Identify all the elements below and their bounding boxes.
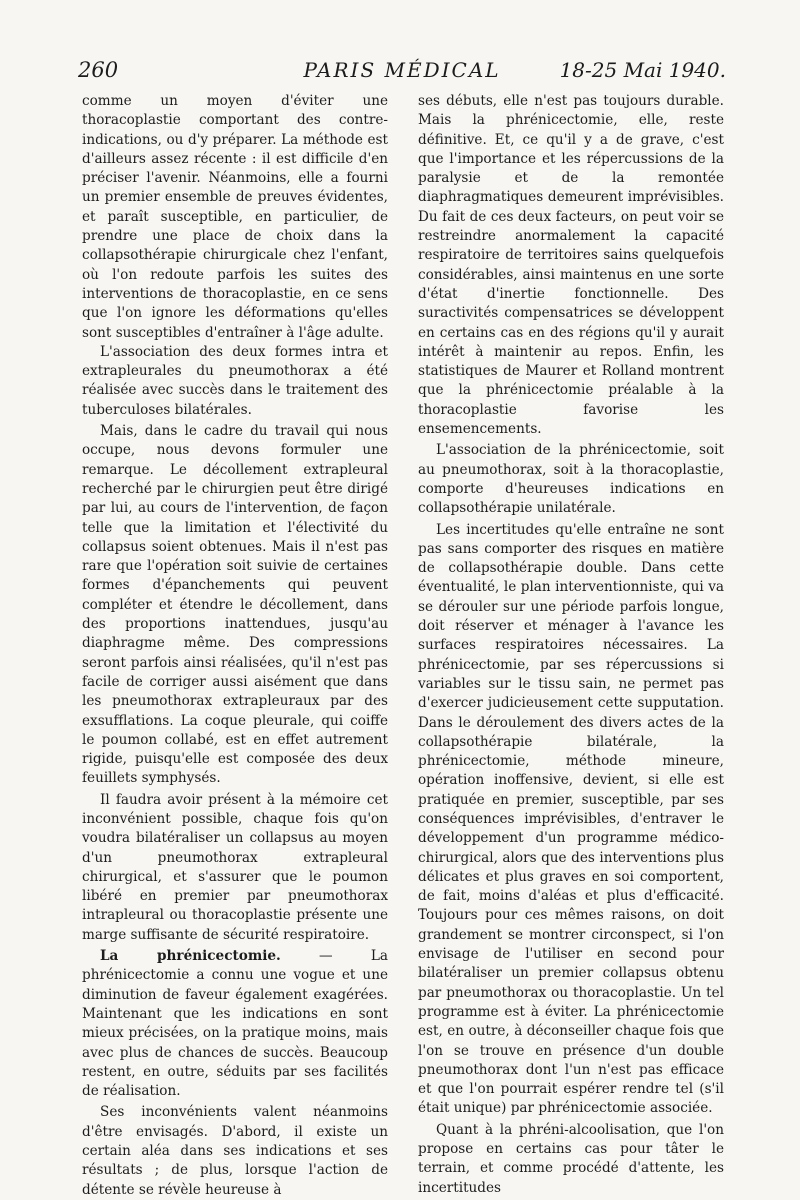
paragraph: L'association de la phrénicectomie, soit au pneumothorax, soit à la thoracoplastie, comporte d'heureuses indications en collapsothérapie unilatérale. xyxy=(418,442,724,517)
journal-title: PARIS MÉDICAL xyxy=(303,58,501,82)
paragraph: L'association des deux formes intra et extrapleurales du pneumothorax a été réalisée avec succès dans le traitement des tuberculoses bilatérales. xyxy=(82,343,388,418)
right-column xyxy=(418,92,724,1198)
page-number: 260 xyxy=(78,58,119,82)
paragraph: Ses inconvénients valent néanmoins d'être envisagés. D'abord, il existe un certain aléa dans ses indications et ses résultats ; de plus, lorsque l'action de détente se révèle heureuse à xyxy=(82,1104,388,1198)
paragraph: comme un moyen d'éviter une thoracoplastie comportant des contre-indications, ou d'y préparer. La méthode est d'ailleurs assez récente : il est difficile d'en préciser l'avenir. Néanmoins, elle a fourni un premier ensemble de preuves évidentes, et paraît susceptible, en particulier, de prendre une place de choix dans la collapsothérapie chirurgicale chez l'enfant, où l'on redoute parfois les suites des interventions de thoracoplastie, en ce sens que l'on ignore les déformations qu'elles sont susceptibles d'entraîner à l'âge adulte. xyxy=(82,93,388,341)
section-text: — La phrénicectomie a connu une vogue et une diminution de faveur également exagérées. Maintenant que les indications en sont mieux précisées, on la pratique moins, mais avec plus de chances de succès. Beaucoup restent, en outre, séduits par ses facilités de réalisation. xyxy=(82,948,388,1100)
paragraph: Les incertitudes qu'elle entraîne ne sont pas sans comporter des risques en matière de collapsothérapie double. Dans cette éventualité, le plan interventionniste, qui va se dérouler sur une période parfois longue, doit réserver et ménager à l'avance les surfaces respiratoires nécessaires. La phrénicectomie, par ses répercussions si variables sur le tissu sain, ne permet pas d'exercer judicieusement cette supputation. Dans le déroulement des divers actes de la collapsothérapie bilatérale, la phrénicectomie, méthode mineure, opération inoffensive, devient, si elle est pratiquée en premier, susceptible, par ses conséquences imprévisibles, d'entraver le développement d'un programme médico-chirurgical, alors que des interventions plus délicates et plus graves en soi comportent, de fait, moins d'aléas et plus d'efficacité. Toujours pour ces mêmes raisons, on doit grandement se montrer circonspect, si l'on envisage de l'utiliser en second pour bilatéraliser un premier collapsus obtenu par pneumothorax ou thoracoplastie. Un tel programme est à éviter. La phrénicectomie est, en outre, à déconseiller chaque fois que l'on se trouve en présence d'un double pneumothorax dont l'un n'est pas efficace et que l'on pourrait espérer rendre tel (s'il était unique) par phrénicectomie associée. xyxy=(418,521,724,1117)
issue-date: 18-25 Mai 1940. xyxy=(559,58,726,82)
paragraph: Mais, dans le cadre du travail qui nous occupe, nous devons formuler une remarque. Le décollement extrapleural recherché par le chirurgien peut être dirigé par lui, au cours de l'intervention, de façon telle que la limitation et l'électivité du collapsus soient obtenues. Mais il n'est pas rare que l'opération soit suivie de certaines formes d'épanchements qui peuvent compléter et étendre le décollement, dans des proportions inattendues, jusqu'au diaphragme même. Des compressions seront parfois ainsi réalisées, qu'il n'est pas facile de corriger aussi aisément que dans les pneumothorax extrapleuraux par des exsufflations. La coque pleurale, qui coiffe le poumon collabé, est en effet autrement rigide, puisqu'elle est composée des deux feuillets symphysés. xyxy=(82,423,388,787)
paragraph: ses débuts, elle n'est pas toujours durable. Mais la phrénicectomie, elle, reste définitive. Et, ce qu'il y a de grave, c'est que l'importance et les répercussions de la paralysie et de la remontée diaphragmatiques demeurent imprévisibles. Du fait de ces deux facteurs, on peut voir se restreindre anormalement la capacité respiratoire de territoires sains quelquefois considérables, ainsi maintenus en une sorte d'état d'inertie fonctionnelle. Des suractivités compensatrices se développent en certains cas en des régions qu'il y aurait intérêt à maintenir au repos. Enfin, les statistiques de Maurer et Rolland montrent que la phrénicectomie préalable à la thoracoplastie favorise les ensemencements. xyxy=(418,93,724,438)
paragraph: Il faudra avoir présent à la mémoire cet inconvénient possible, chaque fois qu'on voudra bilatéraliser un collapsus au moyen d'un pneumothorax extrapleural chirurgical, et s'assurer que le poumon libéré en premier par pneumothorax intrapleural ou thoracoplastie présente une marge suffisante de sécurité respiratoire. xyxy=(82,791,388,943)
section-paragraph xyxy=(82,947,388,1101)
section-heading: La phrénicectomie. xyxy=(100,948,281,965)
running-header xyxy=(78,58,726,88)
left-column xyxy=(82,92,388,1200)
paragraph: Quant à la phréni-alcoolisation, que l'on propose en certains cas pour tâter le terrain, et comme procédé d'attente, les incertitudes xyxy=(418,1121,724,1196)
